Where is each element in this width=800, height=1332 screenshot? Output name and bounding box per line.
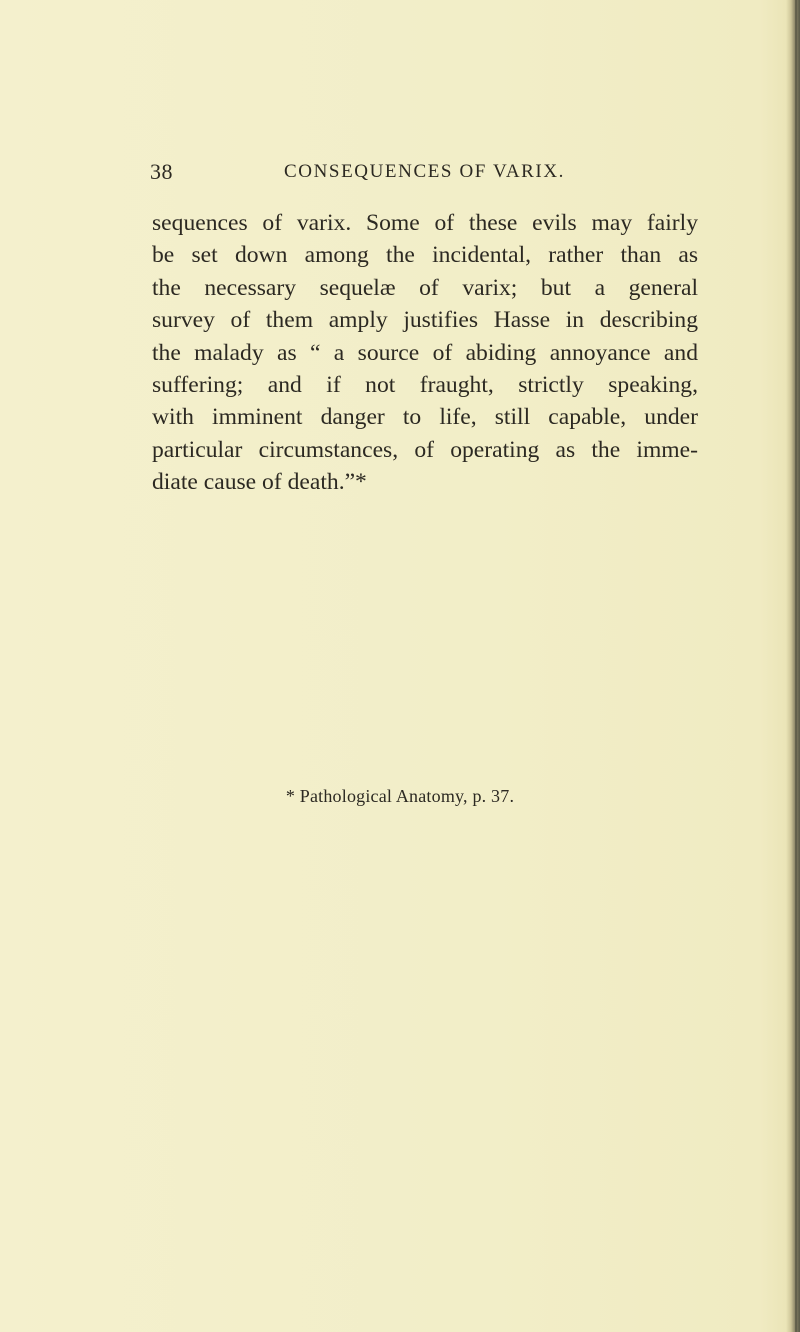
text-line: the necessary sequelæ of varix; but a general [152, 274, 698, 301]
running-head: CONSEQUENCES OF VARIX. [284, 161, 566, 182]
page-number: 38 [150, 159, 173, 184]
page-header [150, 159, 696, 193]
text-line: be set down among the incidental, rather than as [152, 242, 698, 269]
text-line: particular circumstances, of operating as the imme- [152, 436, 698, 463]
footnote: * Pathological Anatomy, p. 37. [285, 786, 515, 806]
text-line: sequences of varix. Some of these evils may fairly [152, 210, 698, 236]
text-line: with imminent danger to life, still capable, under [152, 404, 698, 431]
text-line: survey of them amply justifies Hasse in describing [152, 307, 698, 334]
text-line: suffering; and if not fraught, strictly speaking, [152, 372, 698, 399]
page-edge-line [795, 0, 797, 1332]
text-line: the malady as “ a source of abiding annoyance and [152, 339, 698, 366]
page-edge-shadow [786, 0, 800, 1332]
text-line: diate cause of death.”* [152, 469, 367, 496]
body-paragraph [152, 207, 698, 499]
